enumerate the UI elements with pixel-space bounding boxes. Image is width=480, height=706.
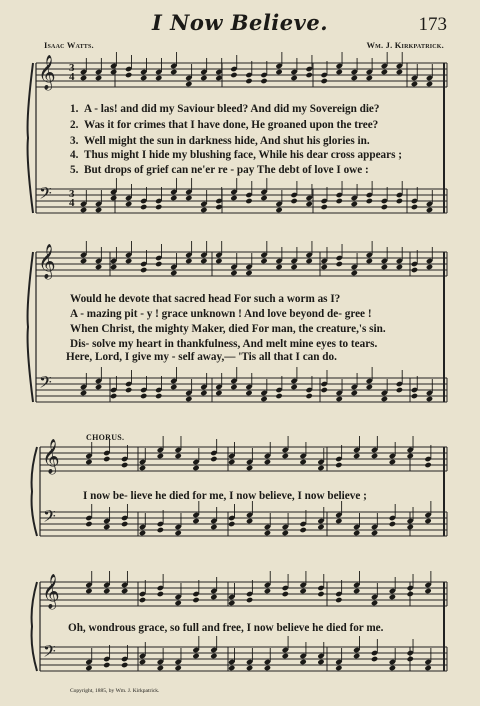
verse2-line-1: Would he devote that sacred head For such a worm as I? (70, 293, 341, 305)
note-head (275, 69, 282, 75)
note-head (424, 588, 431, 594)
note-head (95, 384, 102, 390)
note-head (264, 530, 271, 536)
note-head (210, 456, 217, 462)
note-head (246, 665, 253, 671)
note-head (351, 201, 358, 207)
note-head (140, 267, 147, 273)
note-head (139, 465, 146, 471)
note-head (282, 530, 289, 536)
note-head (215, 258, 222, 264)
note-head (381, 396, 388, 402)
system-brace (28, 252, 33, 402)
note-head (317, 524, 324, 530)
note-head (192, 465, 199, 471)
note-head (110, 264, 117, 270)
treble-time-signature: 3 4 (69, 62, 75, 83)
note-head (174, 665, 181, 671)
note-head (170, 270, 177, 276)
verse-line-1: 1. A - las! and did my Saviour bleed? And did my Sovereign die? (70, 103, 380, 115)
note-head (185, 258, 192, 264)
note-head (170, 384, 177, 390)
note-head (103, 456, 110, 462)
note-head (407, 656, 414, 662)
note-head (185, 195, 192, 201)
note-head (366, 258, 373, 264)
note-head (353, 588, 360, 594)
note-head (103, 588, 110, 594)
note-head (299, 459, 306, 465)
hymn-title: I Now Believe. (151, 10, 329, 35)
note-head (215, 75, 222, 81)
note-head (103, 524, 110, 530)
note-head (336, 261, 343, 267)
music-credit: Wm. J. Kirkpatrick. (366, 40, 444, 50)
note-head (299, 527, 306, 533)
note-head (320, 264, 327, 270)
treble-clef-icon: 𝄞 (38, 55, 56, 90)
note-head (336, 396, 343, 402)
words-credit: Isaac Watts. (44, 40, 94, 50)
note-head (230, 72, 237, 78)
note-head (424, 665, 431, 671)
note-head (351, 390, 358, 396)
note-head (228, 521, 235, 527)
note-head (371, 530, 378, 536)
note-head (275, 207, 282, 213)
verse-line-4: 4. Thus might I hide my blushing face, While his dear cross appears ; (70, 149, 402, 161)
note-head (215, 204, 222, 210)
note-head (80, 258, 87, 264)
note-head (80, 390, 87, 396)
note-head (282, 591, 289, 597)
note-head (411, 204, 418, 210)
note-head (157, 591, 164, 597)
note-head (389, 594, 396, 600)
note-head (335, 597, 342, 603)
note-head (299, 588, 306, 594)
note-head (426, 81, 433, 87)
note-head (371, 600, 378, 606)
note-head (426, 207, 433, 213)
note-head (282, 453, 289, 459)
note-head (366, 198, 373, 204)
note-head (200, 258, 207, 264)
note-head (192, 597, 199, 603)
verse2-line-3: When Christ, the mighty Maker, died For man, the creature,'s sin. (70, 323, 386, 335)
verse-line-5: 5. But drops of grief can ne'er re - pay The debt of love I owe : (70, 164, 369, 176)
bass-clef-icon: 𝄢 (39, 183, 52, 207)
note-head (95, 264, 102, 270)
note-head (336, 198, 343, 204)
copyright-notice: Copyright, 1885, by Wm. J. Kirkpatrick. (70, 688, 160, 694)
note-head (230, 270, 237, 276)
note-head (185, 396, 192, 402)
note-head (200, 207, 207, 213)
note-head (317, 465, 324, 471)
note-head (371, 453, 378, 459)
note-head (366, 384, 373, 390)
note-head (317, 659, 324, 665)
note-head (290, 264, 297, 270)
note-head (85, 588, 92, 594)
note-head (246, 597, 253, 603)
note-head (305, 72, 312, 78)
note-head (192, 518, 199, 524)
note-head (411, 81, 418, 87)
note-head (174, 600, 181, 606)
note-head (174, 530, 181, 536)
note-head (157, 453, 164, 459)
note-head (230, 384, 237, 390)
bass-clef-icon: 𝄢 (43, 506, 56, 530)
note-head (335, 462, 342, 468)
note-head (230, 195, 237, 201)
note-head (85, 665, 92, 671)
note-head (95, 75, 102, 81)
treble-clef-icon: 𝄞 (42, 574, 60, 609)
note-head (228, 459, 235, 465)
note-head (121, 462, 128, 468)
note-head (110, 393, 117, 399)
note-head (140, 204, 147, 210)
note-head (245, 198, 252, 204)
note-head (125, 72, 132, 78)
note-head (396, 387, 403, 393)
note-head (210, 594, 217, 600)
bass-clef-icon: 𝄢 (39, 372, 52, 396)
note-head (246, 518, 253, 524)
note-head (426, 396, 433, 402)
note-head (174, 453, 181, 459)
note-head (110, 69, 117, 75)
note-head (336, 69, 343, 75)
note-head (140, 75, 147, 81)
note-head (407, 453, 414, 459)
system-brace (28, 63, 33, 213)
note-head (381, 69, 388, 75)
note-head (299, 659, 306, 665)
bass-time-signature: 3 4 (69, 188, 75, 209)
note-head (228, 665, 235, 671)
note-head (260, 195, 267, 201)
note-head (110, 195, 117, 201)
note-head (305, 393, 312, 399)
note-head (411, 267, 418, 273)
note-head (320, 78, 327, 84)
note-head (320, 387, 327, 393)
note-head (215, 390, 222, 396)
note-head (155, 75, 162, 81)
note-head (85, 459, 92, 465)
note-head (246, 465, 253, 471)
note-head (95, 207, 102, 213)
note-head (396, 69, 403, 75)
note-head (282, 653, 289, 659)
treble-clef-icon: 𝄞 (42, 439, 60, 474)
note-head (125, 258, 132, 264)
note-head (424, 462, 431, 468)
page-number: 173 (418, 14, 447, 35)
note-head (290, 384, 297, 390)
note-head (245, 270, 252, 276)
verse2-line-4: Dis- solve my heart in thankfulness, And melt mine eyes to tears. (70, 338, 378, 350)
note-head (139, 597, 146, 603)
note-head (170, 69, 177, 75)
note-head (121, 521, 128, 527)
note-head (407, 524, 414, 530)
note-head (264, 588, 271, 594)
note-head (103, 662, 110, 668)
note-head (411, 393, 418, 399)
system-brace (32, 582, 37, 671)
note-head (125, 201, 132, 207)
note-head (407, 591, 414, 597)
note-head (85, 521, 92, 527)
note-head (353, 453, 360, 459)
verse-line-2: 2. Was it for crimes that I have done, He groaned upon the tree? (70, 119, 379, 131)
note-head (210, 524, 217, 530)
note-head (155, 393, 162, 399)
note-head (140, 393, 147, 399)
note-head (170, 195, 177, 201)
note-head (157, 665, 164, 671)
note-head (426, 264, 433, 270)
note-head (275, 264, 282, 270)
chorus-line-2: Oh, wondrous grace, so full and free, I now believe he died for me. (68, 622, 384, 634)
note-head (200, 75, 207, 81)
note-head (317, 591, 324, 597)
note-head (381, 204, 388, 210)
note-head (228, 600, 235, 606)
note-head (290, 198, 297, 204)
note-head (381, 264, 388, 270)
note-head (275, 393, 282, 399)
note-head (139, 530, 146, 536)
note-head (424, 518, 431, 524)
note-head (264, 665, 271, 671)
chorus-label: CHORUS. (86, 433, 125, 442)
note-head (351, 270, 358, 276)
note-head (157, 527, 164, 533)
note-head (320, 204, 327, 210)
note-head (200, 390, 207, 396)
note-head (264, 459, 271, 465)
note-head (351, 75, 358, 81)
note-head (155, 261, 162, 267)
note-head (366, 75, 373, 81)
note-head (139, 659, 146, 665)
treble-clef-icon: 𝄞 (38, 244, 56, 279)
note-head (389, 459, 396, 465)
note-head (121, 588, 128, 594)
note-head (121, 662, 128, 668)
note-head (371, 656, 378, 662)
note-head (260, 396, 267, 402)
note-head (389, 665, 396, 671)
note-head (305, 201, 312, 207)
bass-clef-icon: 𝄢 (43, 641, 56, 665)
verse2-line-5: Here, Lord, I give my - self away,— 'Tis all that I can do. (66, 351, 337, 363)
note-head (396, 198, 403, 204)
note-head (260, 258, 267, 264)
note-head (353, 530, 360, 536)
note-head (245, 78, 252, 84)
chorus-line-1: I now be- lieve he died for me, I now believe, I now believe ; (83, 490, 367, 502)
note-head (353, 653, 360, 659)
note-head (80, 207, 87, 213)
note-head (155, 204, 162, 210)
system-brace (32, 447, 37, 536)
verse2-line-2: A - mazing pit - y ! grace unknown ! And love beyond de- gree ! (70, 308, 372, 320)
note-head (335, 665, 342, 671)
note-head (305, 258, 312, 264)
note-head (335, 518, 342, 524)
note-head (245, 390, 252, 396)
verse-line-3: 3. Well might the sun in darkness hide, And shut his glories in. (70, 135, 370, 147)
note-head (290, 75, 297, 81)
note-head (125, 387, 132, 393)
note-head (185, 81, 192, 87)
note-head (80, 75, 87, 81)
note-head (210, 653, 217, 659)
note-head (192, 653, 199, 659)
note-head (396, 264, 403, 270)
note-head (389, 521, 396, 527)
note-head (260, 78, 267, 84)
